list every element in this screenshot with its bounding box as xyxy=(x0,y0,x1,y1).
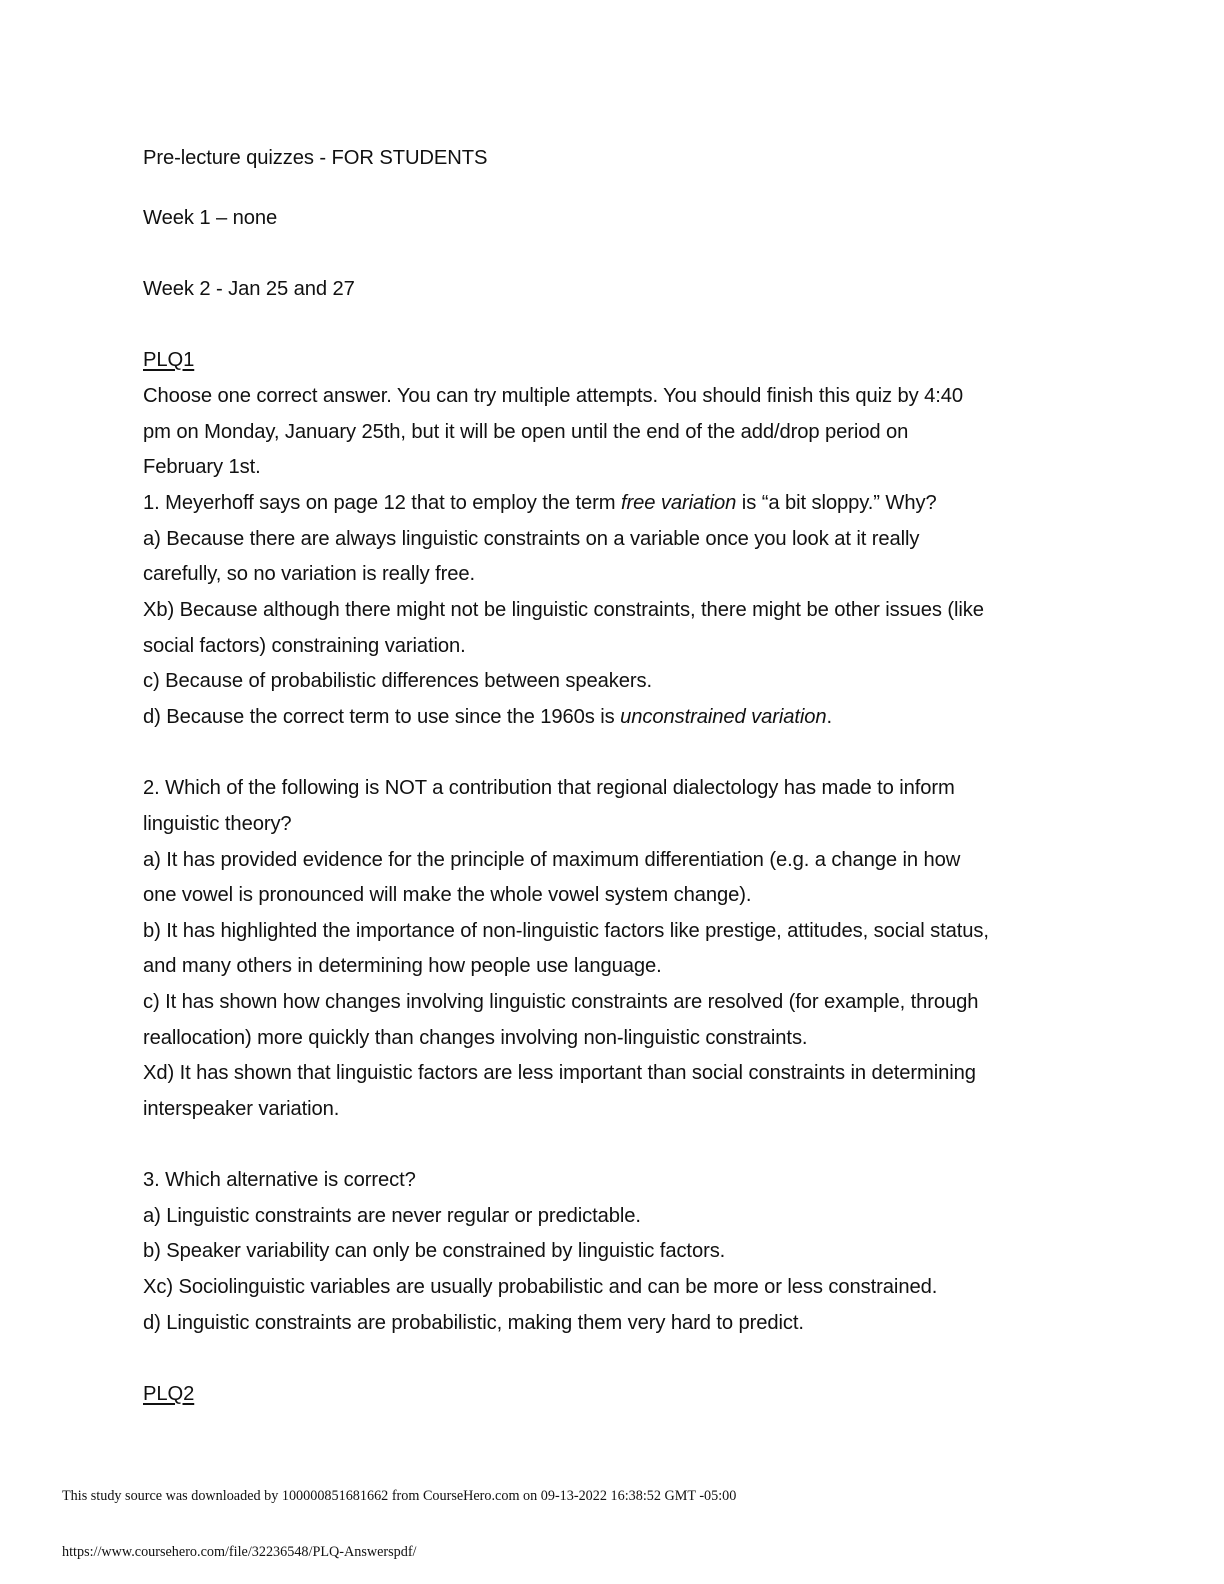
plq1-heading: PLQ1 xyxy=(143,349,195,371)
question-1-term: free variation xyxy=(620,492,737,514)
q3-option-a: a) Linguistic constraints are never regular or predictable. xyxy=(143,1205,641,1227)
question-2-cont: linguistic theory? xyxy=(143,813,292,835)
q2-option-c-cont: reallocation) more quickly than changes involving non-linguistic constraints. xyxy=(143,1027,808,1049)
q2-option-d-cont: interspeaker variation. xyxy=(143,1098,340,1120)
q3-option-d: d) Linguistic constraints are probabilistic, making them very hard to predict. xyxy=(143,1312,804,1334)
q2-option-b: b) It has highlighted the importance of non-linguistic factors like prestige, attitudes, social status, xyxy=(143,920,989,942)
question-1-text: 1. Meyerhoff says on page 12 that to employ the term xyxy=(143,492,621,514)
q3-option-c-correct: Xc) Sociolinguistic variables are usually probabilistic and can be more or less constrained. xyxy=(143,1276,938,1298)
q1-option-b-cont: social factors) constraining variation. xyxy=(143,635,466,657)
q2-option-a-cont: one vowel is pronounced will make the whole vowel system change). xyxy=(143,884,752,906)
q1-option-d-end: . xyxy=(826,706,833,728)
plq1-instructions-line: February 1st. xyxy=(143,456,261,478)
week-1-heading: Week 1 – none xyxy=(143,207,278,229)
source-url[interactable]: https://www.coursehero.com/file/32236548/PLQ-Answerspdf/ xyxy=(62,1544,417,1560)
q2-option-a: a) It has provided evidence for the principle of maximum differentiation (e.g. a change in how xyxy=(143,849,961,871)
q1-option-b-correct: Xb) Because although there might not be linguistic constraints, there might be other issues (like xyxy=(143,599,984,621)
question-2: 2. Which of the following is NOT a contribution that regional dialectology has made to inform xyxy=(143,777,955,799)
question-3: 3. Which alternative is correct? xyxy=(143,1169,416,1191)
question-1 xyxy=(143,491,937,515)
download-notice: This study source was downloaded by 100000851681662 from CourseHero.com on 09-13-2022 16:38:52 GMT -05:00 xyxy=(62,1488,737,1504)
plq2-heading: PLQ2 xyxy=(143,1383,195,1405)
question-1-text-end: is “a bit sloppy.” Why? xyxy=(736,492,937,514)
q1-option-a-cont: carefully, so no variation is really free. xyxy=(143,563,476,585)
q3-option-b: b) Speaker variability can only be constrained by linguistic factors. xyxy=(143,1240,726,1262)
q1-option-a: a) Because there are always linguistic constraints on a variable once you look at it really xyxy=(143,528,920,550)
q1-option-d-term: unconstrained variation xyxy=(620,706,827,728)
q2-option-d-correct: Xd) It has shown that linguistic factors are less important than social constraints in determining xyxy=(143,1062,976,1084)
q2-option-c: c) It has shown how changes involving linguistic constraints are resolved (for example, through xyxy=(143,991,979,1013)
document-title: Pre-lecture quizzes - FOR STUDENTS xyxy=(143,147,488,169)
q1-option-c: c) Because of probabilistic differences between speakers. xyxy=(143,670,652,692)
plq1-instructions-line: Choose one correct answer. You can try multiple attempts. You should finish this quiz by 4:40 xyxy=(143,385,964,407)
q2-option-b-cont: and many others in determining how people use language. xyxy=(143,955,662,977)
plq1-instructions-line: pm on Monday, January 25th, but it will be open until the end of the add/drop period on xyxy=(143,421,909,443)
q1-option-d-text: d) Because the correct term to use since the 1960s is xyxy=(143,706,621,728)
week-2-heading: Week 2 - Jan 25 and 27 xyxy=(143,278,355,300)
q1-option-d xyxy=(143,705,832,729)
